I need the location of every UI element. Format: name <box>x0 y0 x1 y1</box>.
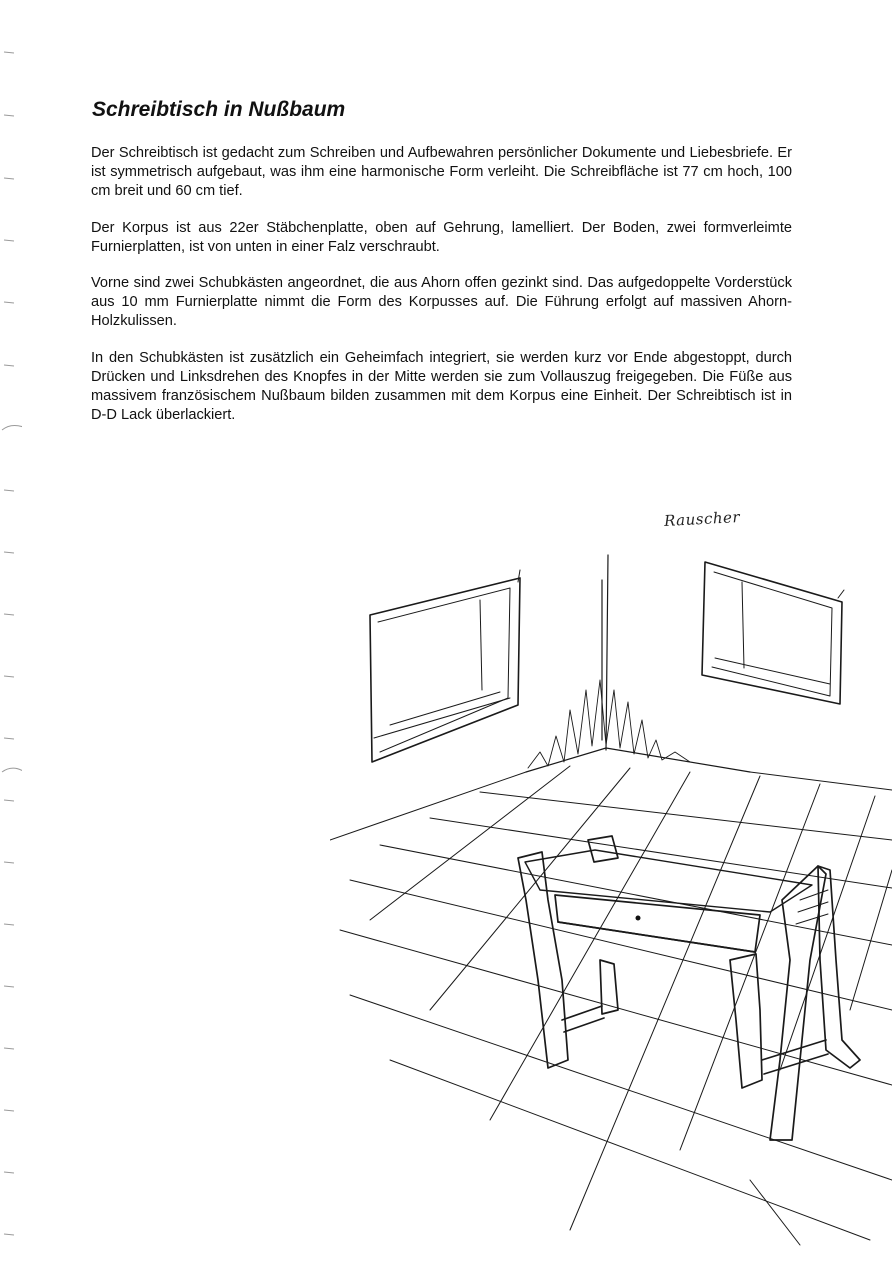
right-window-sketch <box>702 562 844 704</box>
paragraph-2: Der Korpus ist aus 22er Stäbchenplatte, oben auf Gehrung, lamelliert. Der Boden, zwei formverleimte Furnierplatten, ist von unten in einer Falz verschraubt. <box>91 219 792 255</box>
paragraph-1: Der Schreibtisch ist gedacht zum Schreiben und Aufbewahren persönlicher Dokumente und Liebesbriefe. Er ist symmetrisch aufgebaut, was ihm eine harmonische Form verleiht. Die Schreibfläche ist 77 cm hoch, 100 cm breit und 60 cm tief. <box>91 145 792 200</box>
artist-signature: Rauscher <box>663 508 741 530</box>
left-window-sketch <box>370 570 520 762</box>
wall-corner-sketch <box>526 555 750 772</box>
body-text <box>91 144 792 442</box>
page-title: Schreibtisch in Nußbaum <box>92 98 346 121</box>
floor-tile-grid <box>330 766 892 1245</box>
binder-hole-marks <box>0 0 22 1262</box>
paragraph-4: In den Schubkästen ist zusätzlich ein Geheimfach integriert, sie werden kurz vor Ende abgestoppt, durch Drücken und Linksdrehen des Knopfes in der Mitte werden sie zum Vollauszug freigegeben. Die Füße aus massivem französischem Nußbaum bilden zusammen mit dem Korpus eine Einheit. Der Schreibtisch ist in D-D Lack überlackiert. <box>91 349 792 424</box>
paragraph-3: Vorne sind zwei Schubkästen angeordnet, die aus Ahorn offen gezinkt sind. Das aufgedoppelte Vorderstück aus 10 mm Furnierplatte nimmt die Form des Korpusses auf. Die Führung erfolgt auf massiven Ahorn-Holzkulissen. <box>91 275 792 330</box>
desk-sketch-illustration <box>330 540 892 1250</box>
